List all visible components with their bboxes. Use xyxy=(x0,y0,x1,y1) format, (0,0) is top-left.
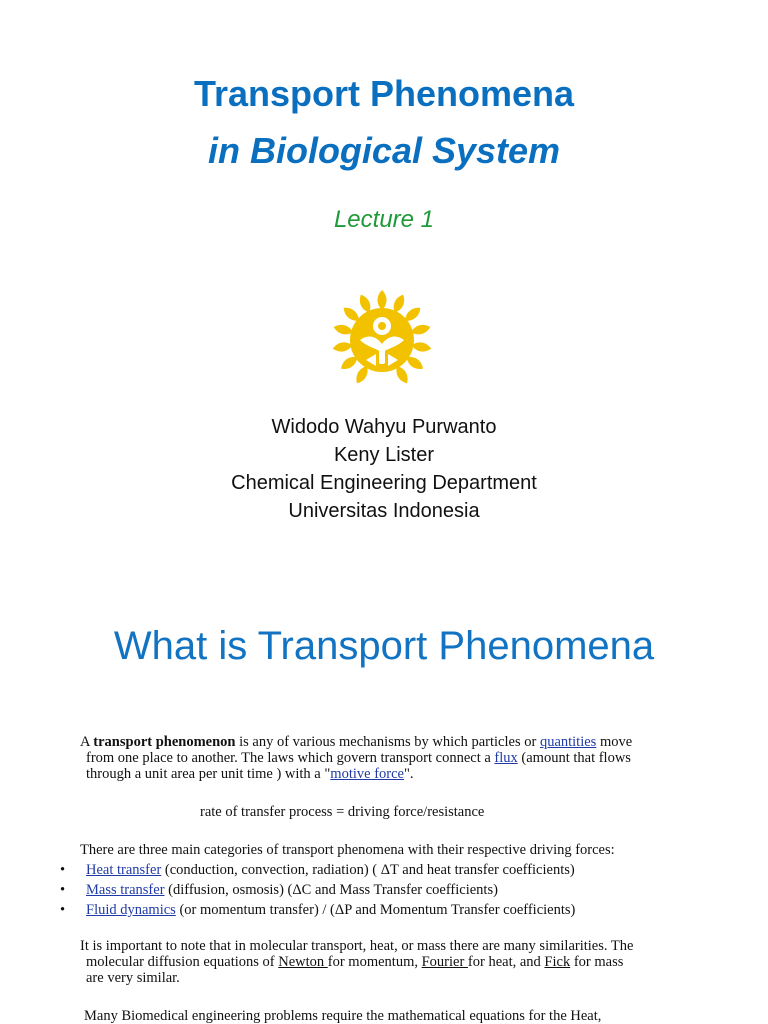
quantities-link[interactable]: quantities xyxy=(539,734,597,750)
bullet-icon: • xyxy=(60,882,66,898)
bold-term: transport phenomenon xyxy=(93,734,236,750)
text-run: (diffusion, osmosis) (ΔC and Mass Transfer coefficients) xyxy=(164,882,498,898)
text-run: (amount that flows xyxy=(517,750,631,766)
text-run: A xyxy=(80,734,94,750)
newton-term: Newton xyxy=(278,954,328,970)
fluid-dynamics-link[interactable]: Fluid dynamics xyxy=(86,902,176,918)
author-name: Widodo Wahyu Purwanto xyxy=(271,416,497,438)
equation-line: rate of transfer process = driving force/resistance xyxy=(200,804,485,820)
text-run: for mass xyxy=(570,954,624,970)
slide-title-line2: in Biological System xyxy=(207,130,561,171)
fourier-term: Fourier xyxy=(421,954,468,970)
mass-transfer-link[interactable]: Mass transfer xyxy=(86,882,165,898)
list-item xyxy=(60,900,740,920)
definition-paragraph xyxy=(80,734,720,782)
text-run: from one place to another. The laws which govern transport connect a xyxy=(86,750,495,766)
list-item xyxy=(60,860,740,880)
bullet-icon: • xyxy=(60,862,66,878)
bullet-icon: • xyxy=(60,902,66,918)
department-name: Chemical Engineering Department xyxy=(231,472,537,494)
text-run: are very similar. xyxy=(86,970,180,986)
motive-force-link[interactable]: motive force xyxy=(330,766,404,782)
text-run: through a unit area per unit time ) with a " xyxy=(86,766,331,782)
list-item xyxy=(60,880,740,900)
text-run: molecular diffusion equations of xyxy=(86,954,279,970)
flux-link[interactable]: flux xyxy=(494,750,518,766)
heat-transfer-link[interactable]: Heat transfer xyxy=(86,862,162,878)
text-run: ". xyxy=(403,766,414,782)
text-run: for heat, and xyxy=(467,954,545,970)
fick-term: Fick xyxy=(544,954,571,970)
text-run: It is important to note that in molecular transport, heat, or mass there are many similarities. The xyxy=(80,938,634,954)
text-run: for momentum, xyxy=(327,954,422,970)
text-run: (conduction, convection, radiation) ( ΔT and heat transfer coefficients) xyxy=(161,862,575,878)
section-title: What is Transport Phenomena xyxy=(113,624,655,668)
author-name: Keny Lister xyxy=(333,444,435,466)
university-emblem-icon xyxy=(330,288,434,392)
text-run: is any of various mechanisms by which particles or xyxy=(235,734,540,750)
similarity-paragraph xyxy=(80,938,720,986)
lecture-label: Lecture 1 xyxy=(333,206,435,233)
text-run: move xyxy=(596,734,633,750)
categories-intro: There are three main categories of transport phenomena with their respective driving forces: xyxy=(80,842,615,858)
text-run: (or momentum transfer) / (ΔP and Momentum Transfer coefficients) xyxy=(175,902,576,918)
biomedical-paragraph: Many Biomedical engineering problems require the mathematical equations for the Heat, xyxy=(84,1008,602,1024)
author-block xyxy=(0,413,768,525)
slide-title-line1: Transport Phenomena xyxy=(193,73,575,114)
university-name: Universitas Indonesia xyxy=(288,500,480,522)
